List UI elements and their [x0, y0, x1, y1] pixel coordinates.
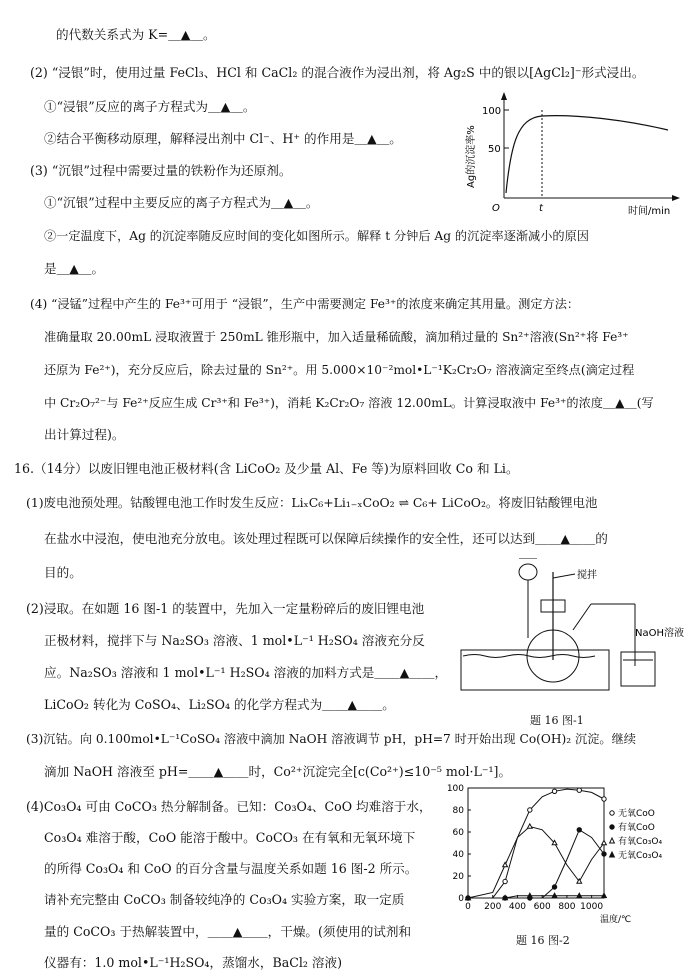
text-line: 应。Na₂SO₃ 溶液和 1 mol•L⁻¹ H₂SO₄ 溶液的加料方式是＿＿▲＿＿， [44, 665, 448, 680]
text-line: 准确量取 20.00mL 浸取液置于 250mL 锥形瓶中，加入适量稀硫酸，滴加稍过量的 Sn²⁺溶液(Sn²⁺将 Fe³⁺ [44, 330, 629, 344]
ytick-50: 50 [488, 144, 501, 155]
stir-label: 搅拌 [577, 570, 597, 581]
text-line: ②结合平衡移动原理，解释浸出剂中 Cl⁻、H⁺ 的作用是＿▲＿。 [44, 131, 402, 146]
text-line: 目的。 [44, 565, 82, 580]
text-line: 是＿▲＿。 [44, 261, 105, 276]
data-point [527, 893, 532, 897]
legend-label: 有氧Co₃O₄ [618, 837, 663, 847]
text-line: 出计算过程)。 [44, 427, 125, 442]
text-line: 中 Cr₂O₇²⁻与 Fe²⁺反应生成 Cr³⁺和 Fe³⁺)，消耗 K₂Cr₂O₇ 溶液 12.00mL。计算浸取液中 Fe³⁺的浓度＿▲＿(写 [44, 396, 654, 410]
text-line: ②一定温度下，Ag 的沉淀率随反应时间的变化如图所示。解释 t 分钟后 Ag 的沉淀率逐渐减小的原因 [44, 229, 589, 243]
y-tick-label: 0 [458, 894, 464, 904]
x-tick-label: 800 [558, 902, 576, 912]
temperature-chart [446, 780, 686, 930]
series-line [468, 830, 604, 898]
data-point [552, 893, 557, 897]
x-tick-label: 200 [484, 902, 502, 912]
text-line: (4)Co₃O₄ 可由 CoCO₃ 热分解制备。已知：Co₃O₄、CoO 均难溶于水， [26, 799, 432, 814]
t-label: t [539, 203, 543, 214]
data-point [602, 840, 607, 844]
text-line: 量的 CoCO₃ 于热解装置中，＿＿▲＿＿，干燥。(须使用的试剂和 [44, 924, 412, 939]
series-line [468, 827, 604, 899]
y-tick-label: 20 [452, 872, 464, 882]
fig1-xlabel: 时间/min [628, 206, 671, 217]
apparatus-figure [455, 558, 687, 706]
data-point [527, 824, 532, 828]
fig1-ylabel: Ag的沉淀率% [466, 125, 477, 188]
naoh-label: NaOH溶液 [635, 628, 684, 639]
data-point [552, 789, 556, 793]
y-tick-label: 80 [452, 806, 464, 816]
text-line: (3)沉钴。向 0.100mol•L⁻¹CoSO₄ 溶液中滴加 NaOH 溶液调节 pH，pH=7 时开始出现 Co(OH)₂ 沉淀。继续 [26, 732, 636, 746]
text-line: (1)废电池预处理。钴酸锂电池工作时发生反应：LiₓC₆+Li₁₋ₓCoO₂ ⇌ C₆+ LiCoO₂。将废旧钴酸锂电池 [26, 495, 598, 510]
text-line: 仪器有：1.0 mol•L⁻¹H₂SO₄，蒸馏水，BaCl₂ 溶液) [44, 955, 343, 970]
text-line: 的代数关系式为 K=＿▲＿。 [56, 27, 216, 42]
y-tick-label: 100 [446, 784, 464, 794]
text-line: (3) “沉银”过程中需要过量的铁粉作为还原剂。 [30, 163, 292, 178]
text-line: ①“浸银”反应的离子方程式为＿▲＿。 [44, 99, 256, 114]
text-line: ①“沉银”过程中主要反应的离子方程式为＿▲＿。 [44, 195, 319, 210]
text-line: (4) “浸锰”过程中产生的 Fe³⁺可用于 “浸银”，生产中需要测定 Fe³⁺的浓度来确定其用量。测定方法： [30, 297, 580, 311]
ag-precipitation-figure [456, 88, 688, 226]
question-heading: 16.（14分）以废旧锂电池正极材料(含 LiCoO₂ 及少量 Al、Fe 等)为原料回收 Co 和 Li。 [14, 461, 519, 476]
x-tick-label: 400 [508, 902, 527, 912]
x-axis-label: 温度/℃ [600, 915, 632, 925]
text-line: Co₃O₄ 难溶于酸，CoO 能溶于酸中。CoCO₃ 在有氧和无氧环境下 [44, 830, 416, 845]
legend-marker [610, 838, 615, 843]
text-line: 滴加 NaOH 溶液至 pH=＿＿▲＿＿时，Co²⁺沉淀完全[c(Co²⁺)≤10⁻⁵ mol·L⁻¹]。 [44, 764, 512, 779]
data-point [577, 828, 581, 832]
y-tick-label: 40 [452, 850, 464, 860]
x-tick-label: 1000 [580, 902, 604, 912]
text-line: LiCoO₂ 转化为 CoSO₄、Li₂SO₄ 的化学方程式为＿＿▲＿＿。 [44, 697, 395, 712]
text-line: 正极材料，搅拌下与 Na₂SO₃ 溶液、1 mol•L⁻¹ H₂SO₄ 溶液充分反 [44, 633, 425, 648]
text-line: 请补充完整由 CoCO₃ 制备较纯净的 Co₃O₄ 实验方案，取一定质 [44, 892, 405, 907]
data-point [528, 808, 532, 812]
legend-label: 有氧CoO [618, 823, 655, 833]
text-line: (2) “浸银”时，使用过量 FeCl₃、HCl 和 CaCl₂ 的混合液作为浸出剂，将 Ag₂S 中的银以[AgCl₂]⁻形式浸出。 [30, 65, 645, 80]
ytick-100: 100 [482, 106, 502, 117]
chart-caption: 题 16 图-2 [516, 934, 570, 947]
series-line [468, 789, 604, 898]
apparatus-caption: 题 16 图-1 [530, 714, 584, 727]
data-point [503, 862, 508, 866]
x-tick-label: 0 [465, 902, 471, 912]
legend-label: 无氧Co₃O₄ [618, 851, 663, 861]
text-line: (2)浸取。在如题 16 图-1 的装置中，先加入一定量粉碎后的废旧锂电池 [26, 601, 425, 616]
text-line: 在盐水中浸泡，使电池充分放电。该处理过程既可以保障后续操作的安全性，还可以达到＿＿▲＿＿的 [44, 531, 608, 546]
data-point [577, 893, 582, 897]
legend-label: 无氧CoO [618, 809, 655, 819]
origin-label: O [492, 203, 500, 214]
data-point [602, 797, 606, 801]
data-point [552, 885, 556, 889]
data-point [503, 879, 507, 883]
legend-marker [610, 852, 615, 857]
data-point [602, 893, 607, 897]
data-point [577, 788, 581, 792]
legend-marker [610, 825, 614, 829]
x-tick-label: 600 [533, 902, 551, 912]
text-line: 的所得 Co₃O₄ 和 CoO 的百分含量与温度关系如题 16 图-2 所示。 [44, 861, 418, 876]
data-point [602, 852, 606, 856]
y-tick-label: 60 [452, 828, 464, 838]
text-line: 还原为 Fe²⁺)，充分反应后，除去过量的 Sn²⁺。用 5.000×10⁻²mol•L⁻¹K₂Cr₂O₇ 溶液滴定至终点(滴定过程 [44, 363, 635, 377]
legend-marker [610, 811, 614, 815]
plot-frame [468, 788, 604, 898]
